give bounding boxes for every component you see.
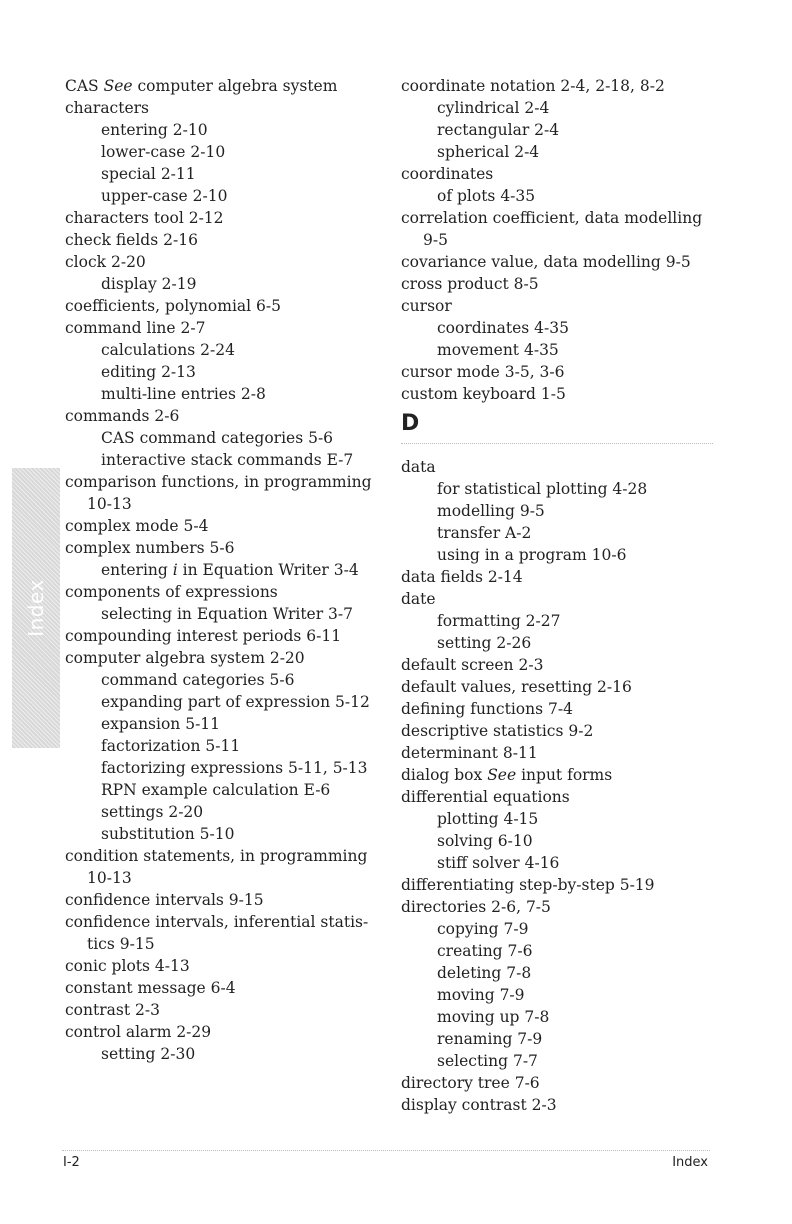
index-entry-text: components of expressions [65,583,278,601]
index-subentry [401,522,713,544]
index-subentry [65,669,395,691]
index-entry-text: command categories 5-6 [101,671,295,689]
index-list-d [401,456,713,1116]
index-entry-text: confidence intervals 9-15 [65,891,264,909]
index-entry-text: of plots 4-35 [437,187,536,205]
index-column-right [401,75,713,1116]
index-subentry [401,97,713,119]
index-entry-text: solving 6-10 [437,832,533,850]
index-entry [65,889,395,911]
index-entry-text: confidence intervals, inferential statis- tics 9-15 [65,913,369,953]
index-entry [65,955,395,977]
index-subentry [65,779,395,801]
index-entry-text: complex mode 5-4 [65,517,209,535]
index-entry [65,515,395,537]
index-subentry [401,918,713,940]
index-entry [65,207,395,229]
index-entry [401,207,713,251]
index-entry [65,97,395,119]
index-entry-text: modelling 9-5 [437,502,545,520]
index-entry [401,251,713,273]
index-entry-text: moving up 7-8 [437,1008,550,1026]
index-subentry [401,119,713,141]
index-entry-text: coordinates 4-35 [437,319,569,337]
index-entry-text: data fields 2-14 [401,568,523,586]
index-entry-text: in Equation Writer 3-4 [177,561,359,579]
index-entry [401,874,713,896]
index-subentry [401,1006,713,1028]
index-entry-text: calculations 2-24 [101,341,235,359]
index-entry [65,977,395,999]
index-entry-text: RPN example calculation E-6 [101,781,331,799]
index-entry-text: renaming 7-9 [437,1030,543,1048]
index-entry-text: cursor [401,297,452,315]
index-entry-text: cylindrical 2-4 [437,99,550,117]
index-subentry [65,735,395,757]
index-entry-text: selecting in Equation Writer 3-7 [101,605,354,623]
index-entry-text: contrast 2-3 [65,1001,160,1019]
index-entry [401,676,713,698]
index-entry-text: constant message 6-4 [65,979,236,997]
index-entry-text: directories 2-6, 7-5 [401,898,551,916]
index-entry-text: command line 2-7 [65,319,206,337]
index-entry-text: cursor mode 3-5, 3-6 [401,363,565,381]
index-entry-text: creating 7-6 [437,942,533,960]
index-subentry [65,383,395,405]
index-entry-italic-text: See [103,77,133,95]
index-entry-text: date [401,590,436,608]
index-subentry [65,713,395,735]
index-subentry [401,632,713,654]
index-entry [65,229,395,251]
index-list-c-continued [401,75,713,405]
index-entry [401,1072,713,1094]
index-entry-text: cross product 8-5 [401,275,539,293]
index-entry-text: CAS command categories 5-6 [101,429,334,447]
index-subentry [401,962,713,984]
index-entry [401,273,713,295]
index-entry [401,295,713,317]
index-entry [401,383,713,405]
index-entry-text: moving 7-9 [437,986,525,1004]
index-subentry [401,544,713,566]
index-entry-text: interactive stack commands E-7 [101,451,354,469]
index-entry-text: check fields 2-16 [65,231,198,249]
index-entry [401,654,713,676]
index-entry-text: settings 2-20 [101,803,204,821]
index-entry [401,896,713,918]
index-subentry [65,185,395,207]
index-entry [65,471,395,515]
index-entry [65,537,395,559]
index-entry-text: display 2-19 [101,275,197,293]
footer-section-title: Index [672,1155,708,1170]
index-entry [65,317,395,339]
index-entry-italic-text: i [172,561,178,579]
index-entry-text: default values, resetting 2-16 [401,678,632,696]
index-entry [65,999,395,1021]
index-entry [401,786,713,808]
index-subentry [65,449,395,471]
index-entry [401,720,713,742]
index-side-tab [12,468,60,748]
index-subentry [65,273,395,295]
index-entry-text: computer algebra system [132,77,338,95]
index-subentry [401,339,713,361]
index-subentry [401,984,713,1006]
index-entry-text: differential equations [401,788,570,806]
index-entry [401,163,713,185]
index-entry-text: coordinate notation 2-4, 2-18, 8-2 [401,77,665,95]
index-entry-text: setting 2-26 [437,634,532,652]
index-subentry [65,427,395,449]
index-entry-text: condition statements, in programming 10-13 [65,847,368,887]
index-entry-text: directory tree 7-6 [401,1074,540,1092]
index-entry [65,581,395,603]
index-entry-text: copying 7-9 [437,920,529,938]
index-entry-text: for statistical plotting 4-28 [437,480,648,498]
index-entry-text: commands 2-6 [65,407,180,425]
index-entry-text: characters [65,99,150,117]
index-entry-text: CAS [65,77,104,95]
index-entry-text: covariance value, data modelling 9-5 [401,253,691,271]
index-entry [401,742,713,764]
index-entry-text: descriptive statistics 9-2 [401,722,594,740]
index-entry-text: using in a program 10-6 [437,546,627,564]
index-entry-text: coordinates [401,165,494,183]
index-subentry [401,610,713,632]
index-subentry [65,141,395,163]
index-entry-text: setting 2-30 [101,1045,196,1063]
index-subentry [65,603,395,625]
index-entry-text: stiff solver 4-16 [437,854,560,872]
index-entry-text: complex numbers 5-6 [65,539,235,557]
index-subentry [401,808,713,830]
index-entry-text: transfer A-2 [437,524,532,542]
index-subentry [65,757,395,779]
index-subentry [401,141,713,163]
index-subentry [65,691,395,713]
index-entry-text: movement 4-35 [437,341,559,359]
index-subentry [401,852,713,874]
index-entry-text: computer algebra system 2-20 [65,649,305,667]
index-entry-text: entering 2-10 [101,121,208,139]
index-entry-text: determinant 8-11 [401,744,538,762]
index-entry-text: editing 2-13 [101,363,196,381]
side-tab-label: Index [24,579,48,637]
footer-rule [62,1150,710,1151]
section-letter-heading: D [401,411,713,444]
index-entry-text: multi-line entries 2-8 [101,385,266,403]
index-subentry [65,801,395,823]
index-entry-text: custom keyboard 1-5 [401,385,566,403]
index-subentry [65,559,395,581]
index-entry [65,647,395,669]
index-entry-text: characters tool 2-12 [65,209,224,227]
index-entry-text: input forms [516,766,613,784]
index-entry-text: expanding part of expression 5-12 [101,693,370,711]
index-entry-text: rectangular 2-4 [437,121,560,139]
index-entry [401,75,713,97]
index-entry [401,764,713,786]
index-entry [401,588,713,610]
index-entry-text: display contrast 2-3 [401,1096,557,1114]
page-number: I-2 [63,1155,80,1170]
index-entry-text: factorizing expressions 5-11, 5-13 [101,759,368,777]
index-entry-text: defining functions 7-4 [401,700,573,718]
index-entry [65,295,395,317]
index-subentry [65,823,395,845]
index-entry [401,566,713,588]
index-entry-text: formatting 2-27 [437,612,561,630]
index-subentry [401,478,713,500]
index-entry-text: factorization 5-11 [101,737,241,755]
index-entry [65,405,395,427]
index-entry-italic-text: See [487,766,517,784]
index-entry [65,911,395,955]
index-entry-text: substitution 5-10 [101,825,235,843]
index-subentry [401,317,713,339]
index-subentry [401,185,713,207]
index-subentry [65,119,395,141]
index-entry-text: clock 2-20 [65,253,146,271]
index-entry-text: control alarm 2-29 [65,1023,212,1041]
index-entry-text: spherical 2-4 [437,143,540,161]
index-entry-text: deleting 7-8 [437,964,532,982]
index-entry [65,845,395,889]
index-entry-text: conic plots 4-13 [65,957,190,975]
index-entry-text: upper-case 2-10 [101,187,228,205]
index-entry-text: differentiating step-by-step 5-19 [401,876,655,894]
index-subentry [401,1050,713,1072]
index-entry-text: entering [101,561,173,579]
index-entry [65,251,395,273]
index-entry-text: correlation coefficient, data modelling 9-5 [401,209,703,249]
index-entry-text: lower-case 2-10 [101,143,226,161]
index-column-left [65,75,395,1065]
index-subentry [401,830,713,852]
index-entry-text: default screen 2-3 [401,656,544,674]
index-subentry [401,940,713,962]
index-subentry [65,361,395,383]
index-subentry [65,1043,395,1065]
index-entry [401,698,713,720]
index-entry [401,1094,713,1116]
index-entry [65,625,395,647]
index-entry-text: special 2-11 [101,165,196,183]
index-entry [401,456,713,478]
index-subentry [401,1028,713,1050]
index-subentry [401,500,713,522]
index-entry [401,361,713,383]
index-entry-text: data [401,458,436,476]
index-entry-text: dialog box [401,766,488,784]
index-entry-text: comparison functions, in programming 10-13 [65,473,372,513]
index-entry [65,1021,395,1043]
index-entry-text: selecting 7-7 [437,1052,538,1070]
index-subentry [65,163,395,185]
index-entry-text: plotting 4-15 [437,810,539,828]
index-entry-text: compounding interest periods 6-11 [65,627,342,645]
index-subentry [65,339,395,361]
index-entry-text: expansion 5-11 [101,715,221,733]
index-entry [65,75,395,97]
index-entry-text: coefficients, polynomial 6-5 [65,297,282,315]
